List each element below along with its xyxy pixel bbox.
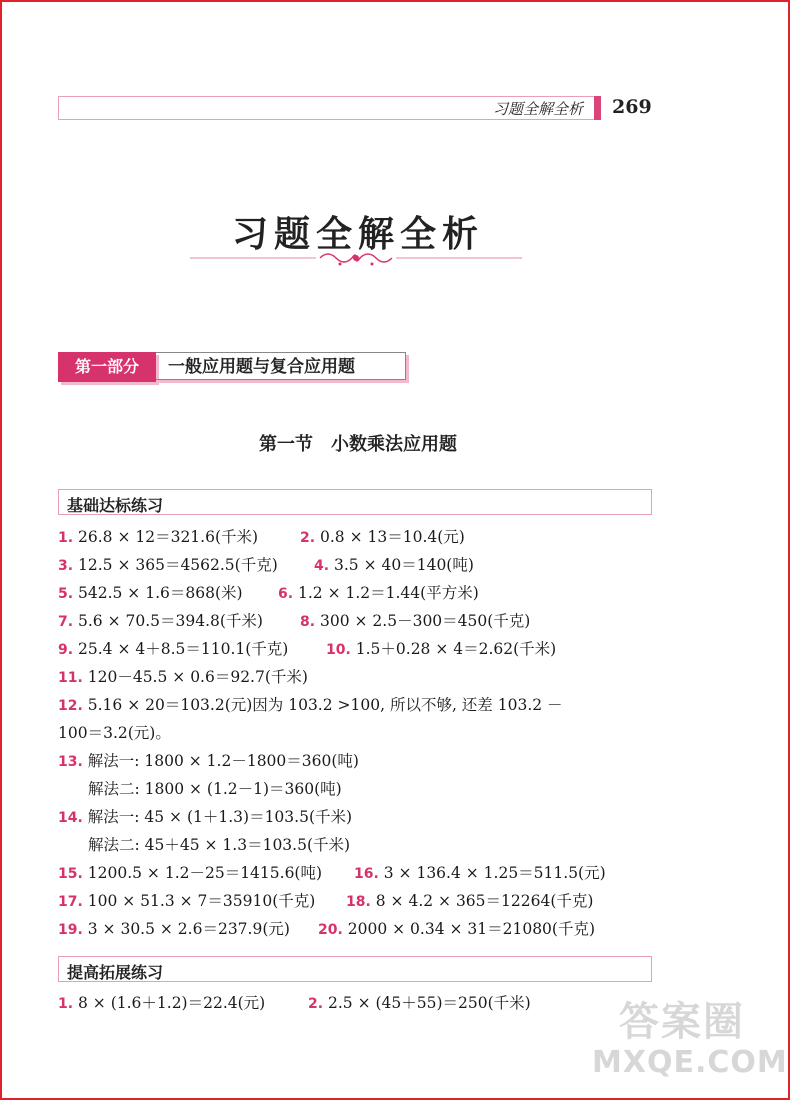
answer-row <box>58 664 308 690</box>
answer-text: 5.16 × 20＝103.2(元)因为 103.2 >100, 所以不够, 还差 103.2 － <box>87 696 563 714</box>
question-number: 18. <box>346 894 371 910</box>
question-number: 6. <box>278 586 294 602</box>
question-number: 15. <box>58 866 83 882</box>
advanced-practice-heading <box>58 956 652 982</box>
watermark-line2: MXQE.COM <box>592 1045 788 1080</box>
question-number: 3. <box>58 558 74 574</box>
answer-text: 1.2 × 1.2＝1.44(平方米) <box>298 584 479 602</box>
answer-row <box>58 636 557 662</box>
answer-row <box>58 804 352 830</box>
answer-text: 2000 × 0.34 × 31＝21080(千克) <box>347 920 596 938</box>
question-number: 2. <box>300 530 316 546</box>
answer-row-continued <box>58 720 171 746</box>
answer-text: 300 × 2.5－300＝450(千克) <box>320 612 531 630</box>
answer-text: 542.5 × 1.6＝868(米) <box>78 584 243 602</box>
running-header-marker <box>594 96 601 120</box>
question-number: 9. <box>58 642 74 658</box>
answer-row <box>58 608 531 634</box>
answer-text: 3 × 136.4 × 1.25＝511.5(元) <box>383 864 606 882</box>
answer-row <box>58 916 596 942</box>
question-number: 2. <box>308 996 324 1012</box>
question-number: 7. <box>58 614 74 630</box>
question-number: 5. <box>58 586 74 602</box>
answer-row <box>58 990 531 1016</box>
question-number: 16. <box>354 866 379 882</box>
answer-text: 0.8 × 13＝10.4(元) <box>320 528 465 546</box>
question-number: 4. <box>314 558 330 574</box>
question-number: 8. <box>300 614 316 630</box>
question-number: 19. <box>58 922 83 938</box>
answer-text: 25.4 × 4＋8.5＝110.1(千克) <box>78 640 289 658</box>
answer-text: 1200.5 × 1.2－25＝1415.6(吨) <box>87 864 323 882</box>
answer-row-continued <box>88 776 342 802</box>
answer-text: 2.5 × (45＋55)＝250(千米) <box>328 994 531 1012</box>
answer-text: 解法一: 1800 × 1.2－1800＝360(吨) <box>87 752 359 770</box>
ornament-divider-icon <box>190 248 522 272</box>
basic-practice-heading <box>58 489 652 515</box>
part-label: 第一部分 <box>58 352 156 382</box>
answer-text: 5.6 × 70.5＝394.8(千米) <box>78 612 263 630</box>
question-number: 20. <box>318 922 343 938</box>
running-header <box>58 96 599 120</box>
part-title: 一般应用题与复合应用题 <box>156 352 406 380</box>
chapter-title: 习题全解全析 <box>231 214 484 255</box>
question-number: 13. <box>58 754 83 770</box>
answer-text: 解法一: 45 × (1＋1.3)＝103.5(千米) <box>87 808 353 826</box>
section-title: 第一节 小数乘法应用题 <box>259 434 457 455</box>
answer-text: 26.8 × 12＝321.6(千米) <box>78 528 259 546</box>
watermark-line1: 答案圈 <box>619 999 745 1045</box>
watermark <box>592 998 788 1088</box>
running-header-title: 习题全解全析 <box>492 100 583 118</box>
basic-practice-heading-text: 基础达标练习 <box>67 496 164 515</box>
answer-row <box>58 524 465 550</box>
answer-text: 120－45.5 × 0.6＝92.7(千米) <box>87 668 308 686</box>
question-number: 14. <box>58 810 83 826</box>
page-number: 269 <box>612 96 652 118</box>
answer-text: 8 × (1.6＋1.2)＝22.4(元) <box>78 994 266 1012</box>
answer-text: 100＝3.2(元)。 <box>58 724 171 742</box>
question-number: 12. <box>58 698 83 714</box>
answer-text: 解法二: 45＋45 × 1.3＝103.5(千米) <box>88 836 351 854</box>
answer-row <box>58 580 479 606</box>
answer-text: 1.5＋0.28 × 4＝2.62(千米) <box>355 640 557 658</box>
question-number: 17. <box>58 894 83 910</box>
answer-text: 12.5 × 365＝4562.5(千克) <box>78 556 278 574</box>
answer-row <box>58 860 606 886</box>
question-number: 11. <box>58 670 83 686</box>
answer-text: 3.5 × 40＝140(吨) <box>334 556 474 574</box>
answer-text: 8 × 4.2 × 365＝12264(千克) <box>375 892 594 910</box>
answer-row <box>58 552 474 578</box>
answer-row <box>58 692 563 718</box>
answer-text: 100 × 51.3 × 7＝35910(千克) <box>87 892 316 910</box>
advanced-practice-heading-text: 提高拓展练习 <box>67 963 164 982</box>
question-number: 1. <box>58 530 74 546</box>
question-number: 10. <box>326 642 351 658</box>
question-number: 1. <box>58 996 74 1012</box>
answer-text: 解法二: 1800 × (1.2－1)＝360(吨) <box>88 780 342 798</box>
answer-row <box>58 888 594 914</box>
answer-row <box>58 748 359 774</box>
answer-text: 3 × 30.5 × 2.6＝237.9(元) <box>87 920 290 938</box>
answer-row-continued <box>88 832 350 858</box>
